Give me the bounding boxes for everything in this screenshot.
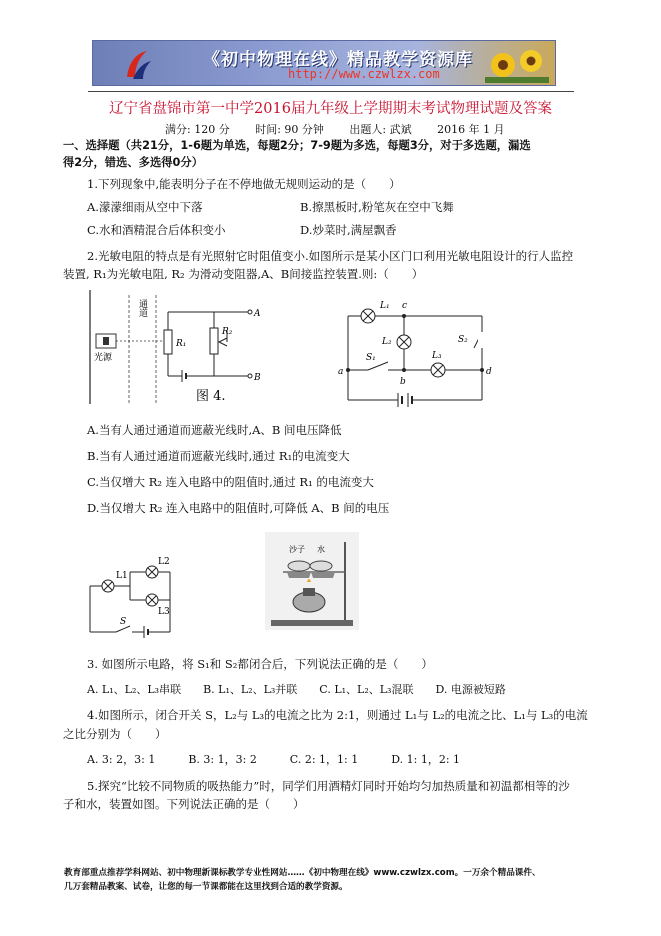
fig4-caption: 图 4. <box>196 389 226 404</box>
fig-right-s1-label: S₁ <box>366 353 376 363</box>
q2-stem-line2: 装置, R₁为光敏电阻, R₂ 为滑动变阻器,A、B间接监控装置.则:（ ） <box>63 267 424 281</box>
fig-right-node-d: d <box>486 367 492 377</box>
header-banner <box>92 40 556 86</box>
q3-options: A. L₁、L₂、L₃串联 B. L₁、L₂、L₃并联 C. L₁、L₂、L₃混联 D. 电源被短路 <box>87 683 506 696</box>
fig-right-node-a: a <box>338 367 344 377</box>
q4-stem-line1: 4.如图所示，闭合开关 S，L₂与 L₃的电流之比为 2:1，则通过 L₁与 L₂的电流之比、L₁与 L₃的电流 <box>87 708 588 722</box>
figure-q5-heating-apparatus <box>265 532 359 630</box>
meta-score: 满分: 120 分 <box>165 123 230 136</box>
fig4-light-source-label: 光源 <box>94 353 113 363</box>
q2-option-d: D.当仅增大 R₂ 连入电路中的阻值时,可降低 A、B 间的电压 <box>87 501 390 515</box>
header-divider <box>88 91 574 92</box>
footer-line2: 几万套精品教案、试卷，让您的每一节课都能在这里找到合适的教学资源。 <box>64 882 348 892</box>
q1-option-b: B.擦黑板时,粉笔灰在空中飞舞 <box>300 200 454 214</box>
q4-stem-line2: 之比分别为（ ） <box>63 727 167 741</box>
q5-stem-line2: 子和水，装置如图。下列说法正确的是（ ） <box>63 797 305 811</box>
footer-line1: 教育部重点推荐学科网站、初中物理新课标教学专业性网站……《初中物理在线》www.czwlzx.com。一万余个精品课件、 <box>64 868 541 878</box>
q3-stem: 3. 如图所示电路，将 S₁和 S₂都闭合后，下列说法正确的是（ ） <box>87 657 433 671</box>
figure-q2-right-circuit <box>338 292 502 410</box>
section-heading-line2: 得2分，错选、多选得0分） <box>63 156 203 169</box>
q2-stem-line1: 2.光敏电阻的特点是有光照射它时阻值变小.如图所示是某小区门口利用光敏电阻设计的行人监控 <box>87 249 574 263</box>
fig-q3-l3-label: L3 <box>158 607 170 617</box>
fig-q3-s-label: S <box>120 617 127 627</box>
fig-right-l3-label: L₃ <box>432 351 442 361</box>
sunflower-icon <box>485 45 549 83</box>
section-heading-line1: 一、选择题（共21分，1-6题为单选，每题2分；7-9题为多选，每题3分，对于多选题，漏选 <box>63 139 531 152</box>
q5-stem-line1: 5.探究“比较不同物质的吸热能力”时，同学们用酒精灯同时开始均匀加热质量和初温都相等的沙 <box>87 779 570 793</box>
q2-option-b: B.当有人通过通道而遮蔽光线时,通过 R₁的电流变大 <box>87 449 350 463</box>
fig-q5-sand-label: 沙子 <box>289 545 305 554</box>
fig-right-l2-label: L₂ <box>382 337 392 347</box>
fig-right-node-b: b <box>400 377 406 387</box>
page-title: 辽宁省盘锦市第一中学2016届九年级上学期期末考试物理试题及答案 <box>109 101 552 117</box>
fig4-terminal-a: A <box>254 309 261 319</box>
fig-q3-l2-label: L2 <box>158 557 170 567</box>
banner-title: 《初中物理在线》精品教学资源库 <box>203 50 473 70</box>
figure-4-photoresistor-circuit <box>86 290 268 408</box>
meta-author: 出题人: 武斌 <box>349 123 412 136</box>
fig4-r2-label: R₂ <box>222 327 233 337</box>
exam-meta <box>165 121 527 137</box>
fig-right-l1-label: L₁ <box>380 301 390 311</box>
fig-right-node-c: c <box>402 301 408 311</box>
fig4-channel-label: 通道 <box>137 299 147 317</box>
q1-option-a: A.濛濛细雨从空中下落 <box>87 200 203 214</box>
figure-q3-circuit <box>86 556 186 640</box>
q2-option-a: A.当有人通过通道而遮蔽光线时,A、B 间电压降低 <box>87 423 342 437</box>
meta-date: 2016 年 1 月 <box>437 123 505 136</box>
fig-q3-l1-label: L1 <box>116 571 128 581</box>
q2-option-c: C.当仅增大 R₂ 连入电路中的阻值时,通过 R₁ 的电流变大 <box>87 475 374 489</box>
fig-right-s2-label: S₂ <box>458 335 468 345</box>
q1-stem: 1.下列现象中,能表明分子在不停地做无规则运动的是（ ） <box>87 177 401 191</box>
q4-options: A. 3: 2，3: 1 B. 3: 1，3: 2 C. 2: 1，1: 1 D. 1: 1，2: 1 <box>87 753 461 766</box>
banner-url: http://www.czwlzx.com <box>288 67 440 81</box>
site-logo-icon <box>123 47 153 81</box>
meta-time: 时间: 90 分钟 <box>255 123 324 136</box>
q1-option-d: D.炒菜时,满屋飘香 <box>300 223 397 237</box>
fig4-r1-label: R₁ <box>176 339 187 349</box>
q1-option-c: C.水和酒精混合后体积变小 <box>87 223 226 237</box>
fig-q5-water-label: 水 <box>317 545 325 554</box>
fig4-terminal-b: B <box>254 373 261 383</box>
